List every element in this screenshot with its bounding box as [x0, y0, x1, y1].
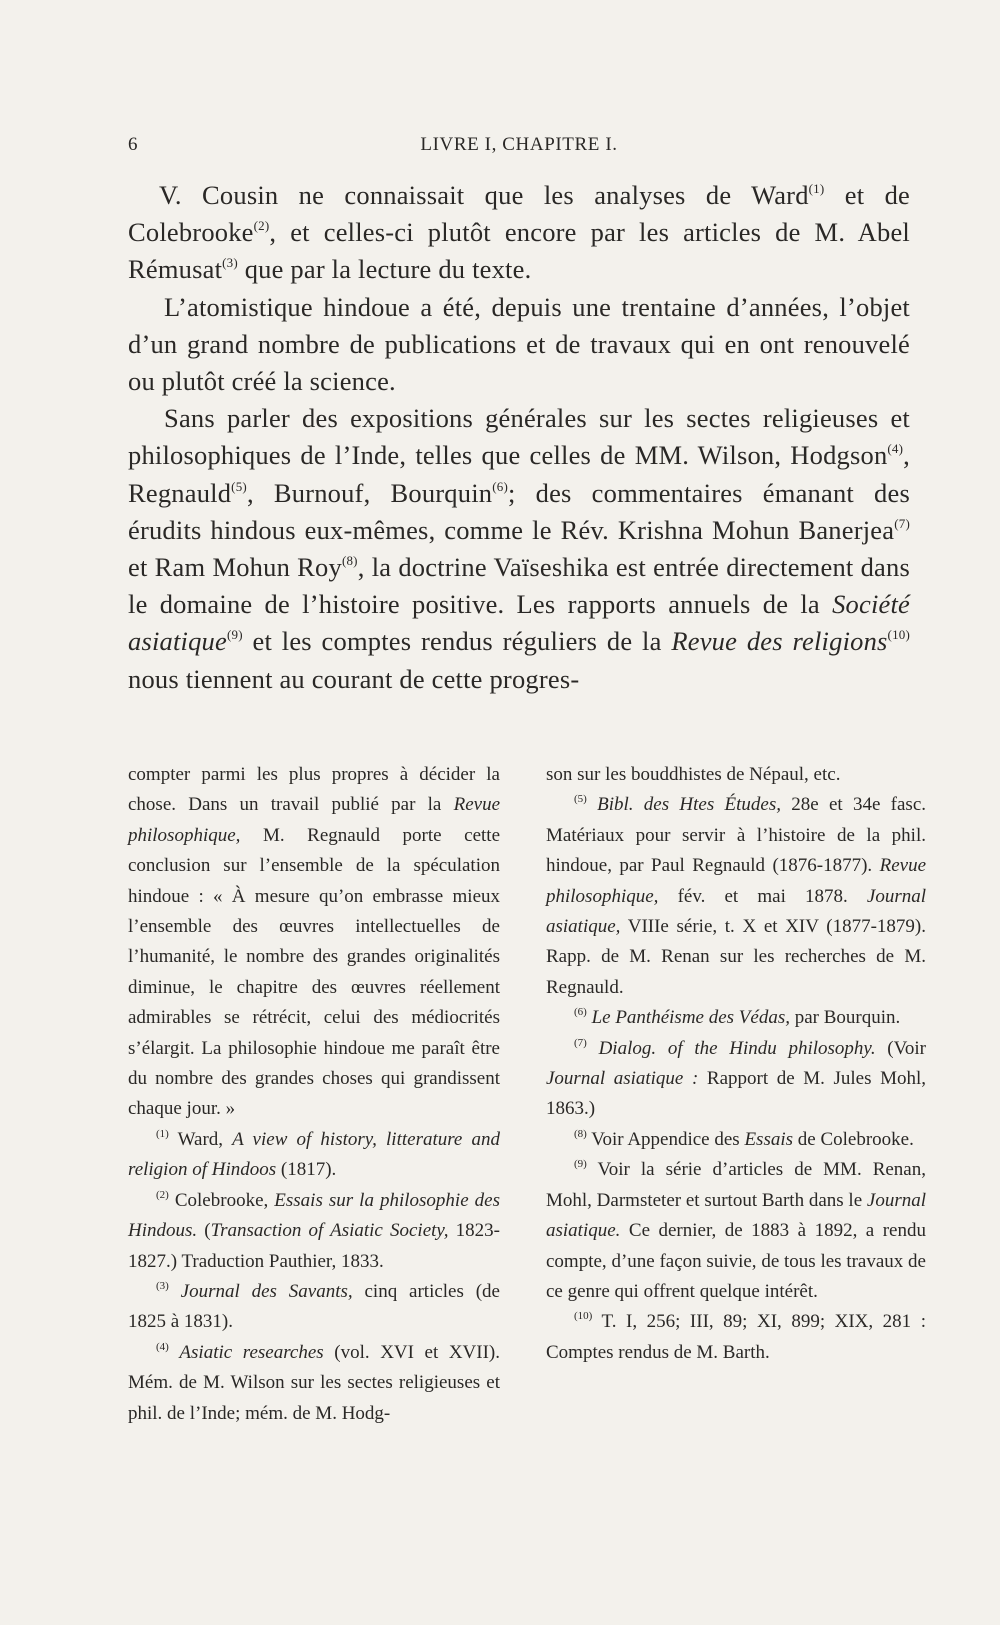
footnote-ref-1: (1) [808, 181, 825, 196]
main-text [128, 177, 910, 698]
text-run: et de Colebrooke [128, 180, 910, 248]
text-run: Colebrooke, [168, 1189, 275, 1211]
footnote-marker: (2) [156, 1188, 169, 1201]
footnote-marker: (6) [574, 1006, 587, 1019]
footnotes-right-column [546, 760, 926, 1368]
text-run: 1823-1827.) Traduction Pauthier, 1833. [128, 1220, 500, 1272]
text-run: (1817). [276, 1159, 337, 1181]
italic-title: Le Panthéisme des Védas, [591, 1007, 790, 1029]
footnote-5 [546, 790, 926, 1003]
italic-title: Transaction of Asiatic Society, [210, 1220, 449, 1242]
text-run: que par la lecture du texte. [237, 254, 532, 285]
footnote-ref-10: (10) [887, 627, 911, 643]
text-run: ; des commentaires émanant des érudits hindous eux-mêmes, comme le Rév. Krishna Mohun Banerjea [128, 477, 910, 545]
text-run: T. I, 256; III, 89; XI, 899; XIX, 281 : Comptes rendus de M. Barth. [546, 1311, 926, 1363]
italic-title: Revue des religions [671, 626, 888, 657]
text-run: , Burnouf, Bourquin [246, 477, 493, 508]
paragraph-1 [128, 177, 910, 289]
italic-title: Journal asiatique. [546, 1189, 926, 1242]
footnote-ref-4: (4) [887, 441, 904, 457]
text-run: (vol. XVI et XVII). Mém. de M. Wilson sur les sectes religieuses et phil. de l’Inde; mém. de M. Hodg- [128, 1341, 501, 1424]
footnote-2 [128, 1186, 500, 1277]
text-run: Ward, [168, 1128, 233, 1150]
italic-title: Revue philosophique, [546, 855, 926, 907]
italic-title: Essais [744, 1128, 794, 1150]
text-run: 28e et 34e fasc. Matériaux pour servir à l’histoire de la phil. hindoue, par Paul Regnauld (1876-1877). [546, 794, 927, 877]
text-run: et les comptes rendus réguliers de la [242, 626, 672, 657]
footnote-7 [546, 1034, 926, 1125]
footnote-1 [128, 1125, 500, 1186]
footnote-ref-6: (6) [492, 478, 508, 494]
footnote-8 [546, 1125, 926, 1155]
italic-title: Journal des Savants, [180, 1280, 353, 1302]
italic-title: Journal asiatique, [546, 885, 926, 938]
footnote-6 [546, 1003, 926, 1033]
italic-title: Dialog. of the Hindu philosophy. [598, 1037, 876, 1059]
text-run: , la doctrine Vaïseshika est entrée directement dans le domaine de l’histoire positive. Les rapports annuels de la [128, 552, 910, 620]
paragraph-3 [128, 400, 910, 698]
footnote-marker: (5) [574, 793, 587, 806]
italic-title: Bibl. des Htes Études, [597, 794, 781, 816]
page-header [128, 128, 910, 164]
text-run: , Regnauld [128, 440, 910, 508]
text-run: et Ram Mohun Roy [128, 552, 342, 583]
text-run: de Colebrooke. [793, 1128, 914, 1150]
italic-title: Revue philosophique, [128, 794, 500, 846]
text-run: VIIIe série, t. X et XIV (1877-1879). Rapp. de M. Renan sur les recherches de M. Regnauld. [546, 916, 926, 998]
footnote-4 [128, 1338, 500, 1429]
page-number: 6 [128, 134, 139, 155]
paragraph-2: L’atomistique hindoue a été, depuis une trentaine d’années, l’objet d’un grand nombre de publications et de travaux qui en ont renouvelé ou plutôt créé la science. [128, 291, 910, 397]
text-run: Voir la série d’articles de MM. Renan, Mohl, Darmsteter et surtout Barth dans le [546, 1159, 926, 1211]
text-run: V. Cousin ne connaissait que les analyses de Ward [159, 180, 809, 210]
footnote-ref-7: (7) [894, 515, 910, 531]
text-run: ( [197, 1220, 211, 1242]
text-run: Rapport de M. Jules Mohl, 1863.) [546, 1068, 926, 1120]
text-run: Sans parler des expositions générales sur les sectes religieuses et philosophiques de l’Inde, telles que celles de MM. Wilson, Hodgson [128, 403, 910, 471]
footnote-ref-2: (2) [253, 218, 270, 234]
footnote-continuation: son sur les bouddhistes de Népaul, etc. [546, 764, 841, 785]
footnote-marker: (3) [156, 1279, 169, 1292]
italic-title: Société asiatique [128, 589, 910, 657]
footnotes-left-column [128, 760, 500, 1429]
text-run: compter parmi les plus propres à décider la chose. Dans un travail publié par la [128, 764, 500, 816]
italic-title: Asiatic researches [179, 1341, 324, 1363]
italic-title: Journal asiatique : [546, 1068, 699, 1090]
footnote-marker: (10) [574, 1310, 593, 1323]
footnote-ref-3: (3) [222, 255, 238, 271]
footnote-3 [128, 1277, 500, 1338]
text-run: , et celles-ci plutôt encore par les articles de M. Abel Rémusat [128, 217, 910, 285]
text-run: fév. et mai 1878. [658, 885, 867, 907]
footnote-marker: (8) [574, 1127, 587, 1140]
footnote-marker: (4) [156, 1340, 169, 1353]
text-run: cinq articles (de 1825 à 1831). [128, 1280, 500, 1333]
running-head: LIVRE I, CHAPITRE I. [420, 134, 618, 155]
footnote-ref-5: (5) [231, 478, 247, 494]
text-run: par Bourquin. [789, 1007, 901, 1029]
footnote-10 [546, 1307, 926, 1368]
text-run: (Voir [875, 1037, 927, 1059]
text-run: Voir Appendice des [586, 1128, 745, 1150]
footnote-marker: (7) [574, 1036, 587, 1049]
footnote-marker: (1) [156, 1127, 169, 1140]
footnote-continuation [128, 760, 500, 1125]
text-run: nous tiennent au courant de cette progres- [128, 663, 580, 694]
footnote-ref-8: (8) [341, 553, 358, 569]
footnote-9 [546, 1155, 926, 1307]
text-run: Ce dernier, de 1883 à 1892, a rendu compte, d’une façon suivie, de tous les travaux de ce genre qui offrent quelque intérêt. [546, 1220, 926, 1302]
italic-title: Essais sur la philosophie des Hindous. [128, 1189, 500, 1242]
text-run: M. Regnauld porte cette conclusion sur l’ensemble de la spéculation hindoue : « À mesure qu’on embrasse mieux l’ensemble des œuvres intellectuelles de l’humanité, le nombre des grandes originalités diminue, le chapitre des œuvres réellement admirables se rétrécit, celui des médiocrités s’élargit. La philosophie hindoue me paraît être du nombre des grandes choses qui grandissent chaque jour. » [128, 824, 500, 1120]
italic-title: A view of history, litterature and religion of Hindoos [128, 1128, 500, 1181]
footnote-marker: (9) [574, 1158, 587, 1171]
footnote-ref-9: (9) [226, 627, 243, 643]
